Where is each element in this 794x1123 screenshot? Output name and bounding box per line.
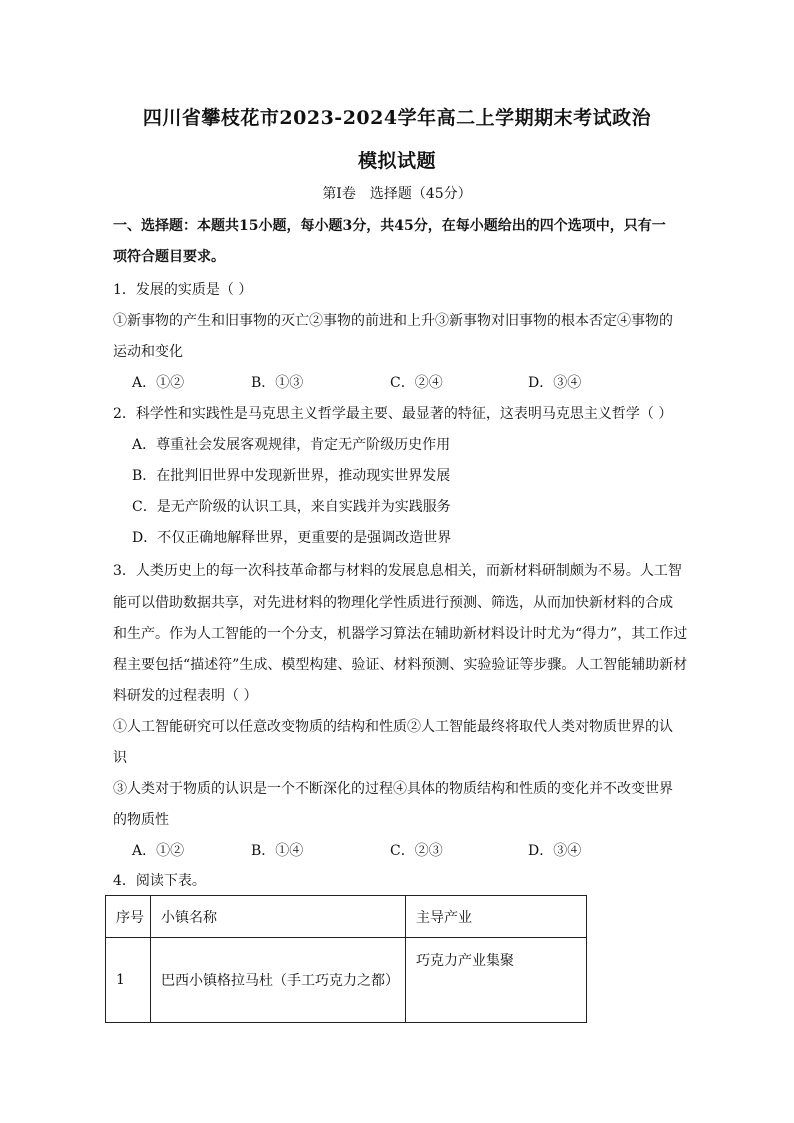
q3-option-b: B．①④ bbox=[251, 843, 304, 859]
table-row bbox=[106, 938, 587, 1023]
instructions-line2: 项符合题目要求。 bbox=[113, 249, 225, 265]
q3-stem-line1: 3．人类历史上的每一次科技革命都与材料的发展息息相关，而新材料研制颇为不易。人工智 bbox=[113, 563, 682, 579]
q2-stem: 2．科学性和实践性是马克思主义哲学最主要、最显著的特征，这表明马克思主义哲学（ ） bbox=[113, 406, 673, 422]
q1-option-b: B．①③ bbox=[251, 375, 304, 391]
document-title-line2: 模拟试题 bbox=[357, 150, 436, 172]
town-industry-table bbox=[105, 895, 587, 1023]
q3-items-line4: 的物质性 bbox=[113, 812, 169, 828]
q3-stem-line2: 能可以借助数据共享，对先进材料的物理化学性质进行预测、筛选，从而加快新材料的合成 bbox=[113, 595, 673, 611]
q3-stem-line3: 和生产。作为人工智能的一个分支，机器学习算法在辅助新材料设计时尤为“得力”，其工作过 bbox=[113, 626, 688, 642]
q3-stem-line4: 程主要包括“描述符”生成、模型构建、验证、材料预测、实验验证等步骤。人工智能辅助新材 bbox=[113, 657, 688, 673]
q4-stem: 4．阅读下表。 bbox=[113, 873, 206, 889]
q1-option-c: C．②④ bbox=[390, 375, 443, 391]
section-heading: 第Ⅰ卷 选择题（45分） bbox=[322, 186, 472, 202]
table-header-cell: 主导产业 bbox=[406, 896, 587, 938]
table-cell: 巴西小镇格拉马杜（手工巧克力之都） bbox=[151, 938, 406, 1023]
q3-items-line3: ③人类对于物质的认识是一个不断深化的过程④具体的物质结构和性质的变化并不改变世界 bbox=[113, 781, 673, 797]
q1-option-a: A．①② bbox=[132, 375, 185, 391]
table-header-cell: 序号 bbox=[106, 896, 151, 938]
instructions-line1: 一、选择题：本题共15小题，每小题3分，共45分，在每小题给出的四个选项中，只有一 bbox=[113, 218, 666, 234]
q3-option-a: A．①② bbox=[132, 843, 185, 859]
table-cell: 1 bbox=[106, 938, 151, 1023]
q3-items-line1: ①人工智能研究可以任意改变物质的结构和性质②人工智能最终将取代人类对物质世界的认 bbox=[113, 719, 673, 735]
q2-option-d: D．不仅正确地解释世界，更重要的是强调改造世界 bbox=[132, 530, 452, 546]
q2-option-b: B．在批判旧世界中发现新世界，推动现实世界发展 bbox=[132, 468, 451, 484]
q3-items-line2: 识 bbox=[113, 750, 127, 766]
q2-option-c: C．是无产阶级的认识工具，来自实践并为实践服务 bbox=[132, 499, 451, 515]
table-header-cell: 小镇名称 bbox=[151, 896, 406, 938]
table-cell: 巧克力产业集聚 bbox=[406, 938, 587, 1023]
q3-option-d: D．③④ bbox=[528, 843, 582, 859]
q1-items-line1: ①新事物的产生和旧事物的灭亡②事物的前进和上升③新事物对旧事物的根本否定④事物的 bbox=[113, 313, 673, 329]
q1-stem: 1．发展的实质是（ ） bbox=[113, 282, 253, 298]
q2-option-a: A．尊重社会发展客观规律，肯定无产阶级历史作用 bbox=[132, 437, 451, 453]
q1-option-d: D．③④ bbox=[528, 375, 582, 391]
q3-stem-line5: 料研发的过程表明（ ） bbox=[113, 688, 258, 704]
table-header-row bbox=[106, 896, 587, 938]
q1-items-line2: 运动和变化 bbox=[113, 344, 183, 360]
q3-option-c: C．②③ bbox=[390, 843, 443, 859]
document-title-line1: 四川省攀枝花市2023-2024学年高二上学期期末考试政治 bbox=[142, 107, 652, 129]
